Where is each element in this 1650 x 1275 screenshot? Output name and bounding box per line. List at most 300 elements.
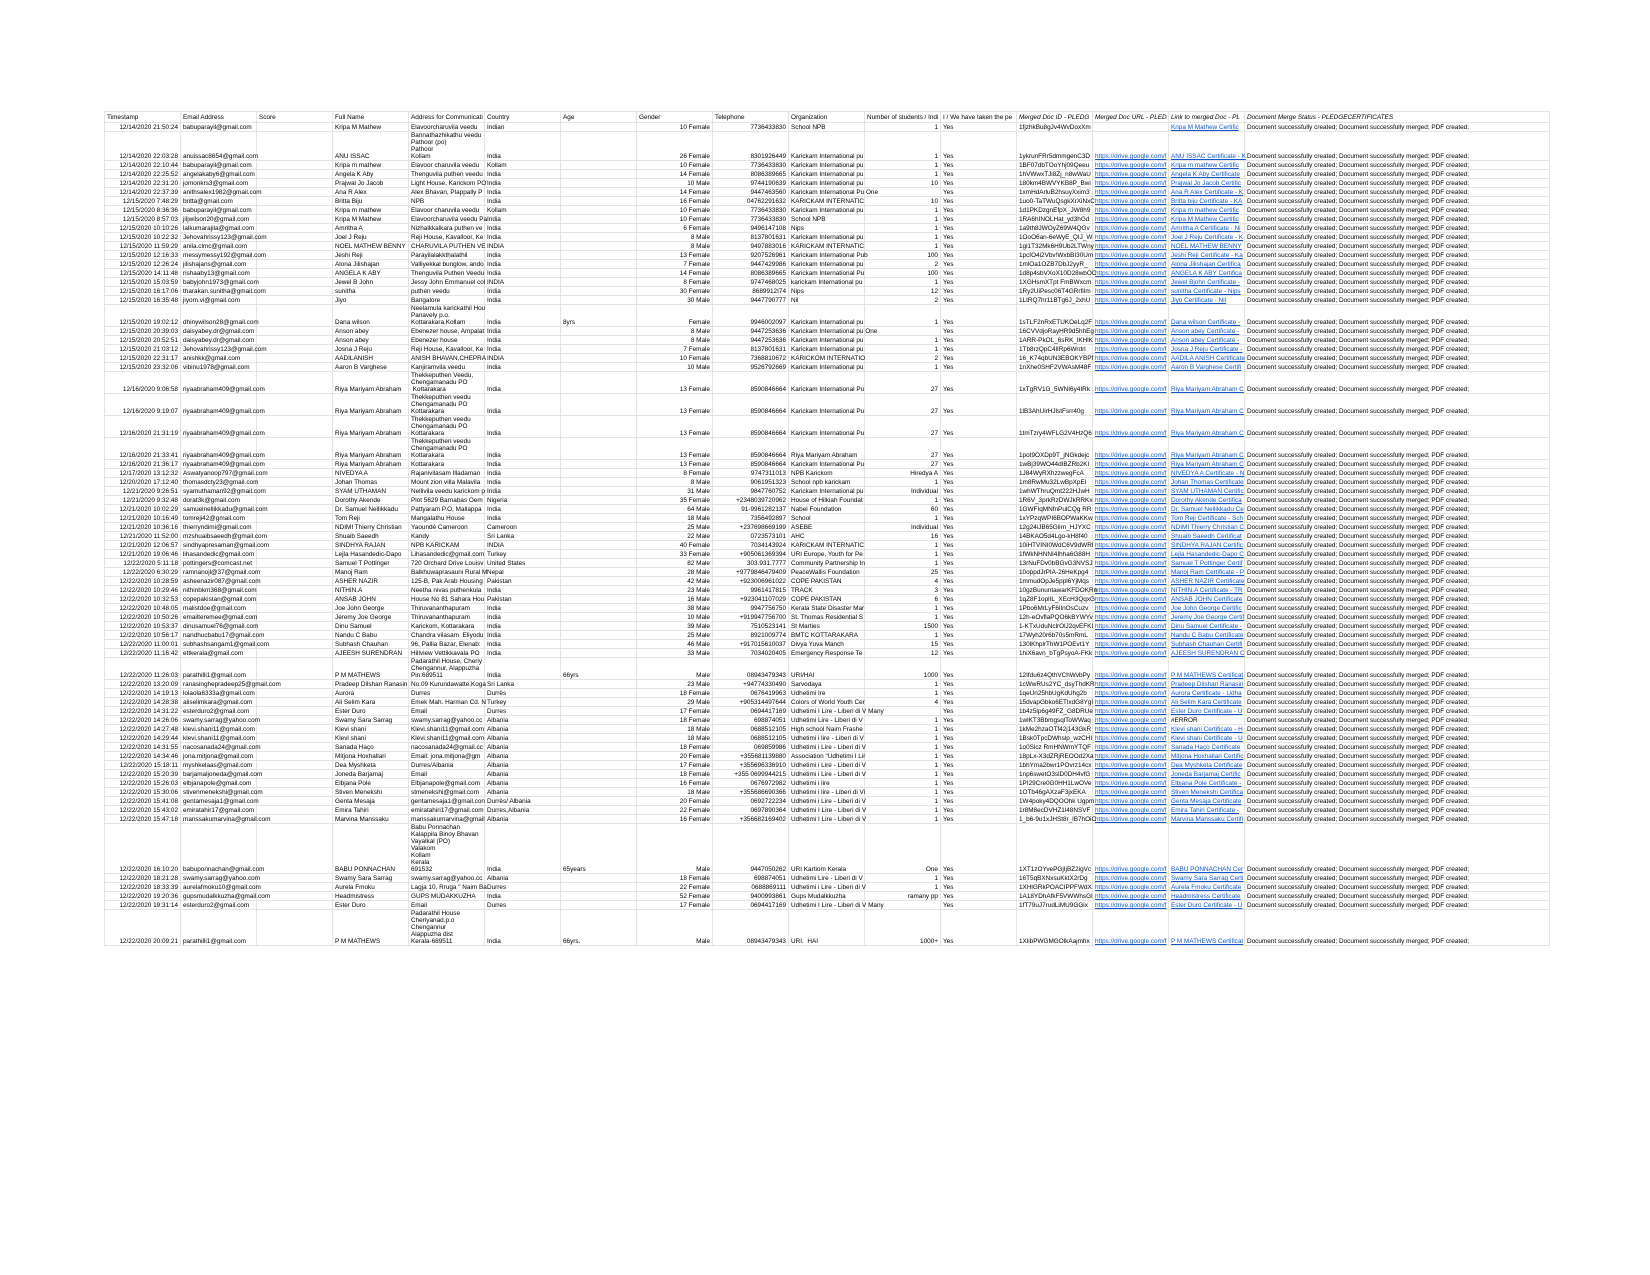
table-cell[interactable]: Anson abey Certificate -: [1169, 327, 1245, 336]
table-cell[interactable]: https://drive.google.com/f: [1093, 170, 1169, 179]
table-cell[interactable]: Joneda Barjamaj: [333, 770, 409, 779]
table-cell[interactable]: 9847760752: [713, 487, 789, 496]
table-cell[interactable]: Lejla Hasandedic-Dapo: [333, 550, 409, 559]
table-cell[interactable]: SINDHYA RAJAN: [333, 541, 409, 550]
table-cell[interactable]: [561, 559, 637, 568]
table-cell[interactable]: 10 Female: [637, 354, 713, 363]
table-cell[interactable]: Albania: [485, 752, 561, 761]
table-cell[interactable]: Individual: [865, 487, 941, 496]
table-cell[interactable]: Riya Mariyam Abraham C: [1169, 438, 1245, 460]
table-cell[interactable]: Document successfully created; Document successfully merged; PDF created;: [1245, 752, 1550, 761]
table-cell[interactable]: NOEL MATHEW BENNY: [333, 242, 409, 251]
table-cell[interactable]: Kripa m mathew: [333, 161, 409, 170]
table-cell[interactable]: 35 Female: [637, 496, 713, 505]
table-cell[interactable]: [561, 416, 637, 438]
table-cell[interactable]: 7356492897: [713, 514, 789, 523]
table-cell[interactable]: Karickam International pu: [789, 206, 865, 215]
table-cell[interactable]: 12h-eOvflaPQO6kBYWYv: [1017, 613, 1093, 622]
table-cell[interactable]: +355681139880: [713, 752, 789, 761]
table-cell[interactable]: Divya Yuva Manch: [789, 640, 865, 649]
table-cell[interactable]: ANSAB JOHN: [333, 595, 409, 604]
table-cell[interactable]: 18 Female: [637, 716, 713, 725]
table-cell[interactable]: India: [485, 197, 561, 206]
table-cell[interactable]: 27: [865, 394, 941, 416]
table-cell[interactable]: 6 Female: [637, 224, 713, 233]
table-cell[interactable]: Document successfully created; Document successfully merged; PDF created;: [1245, 797, 1550, 806]
table-cell[interactable]: 100: [865, 251, 941, 260]
table-cell[interactable]: Josna J Reju: [333, 345, 409, 354]
table-cell[interactable]: INDIA: [485, 541, 561, 550]
table-cell[interactable]: [257, 559, 333, 568]
table-cell[interactable]: [257, 305, 333, 327]
table-cell[interactable]: [561, 806, 637, 815]
table-cell[interactable]: 12/22/2020 10:28:59: [105, 577, 181, 586]
table-cell[interactable]: Document successfully created; Document successfully merged; PDF created;: [1245, 910, 1550, 946]
table-cell[interactable]: India: [485, 233, 561, 242]
table-cell[interactable]: +923041107029: [713, 595, 789, 604]
table-cell[interactable]: [561, 487, 637, 496]
table-cell[interactable]: [257, 372, 333, 394]
table-cell[interactable]: https://drive.google.com/f: [1093, 541, 1169, 550]
table-cell[interactable]: [561, 469, 637, 478]
table-cell[interactable]: 1: [865, 604, 941, 613]
table-cell[interactable]: Albania: [485, 761, 561, 770]
table-cell[interactable]: 08943479343: [713, 910, 789, 946]
table-cell[interactable]: India: [485, 305, 561, 327]
table-cell[interactable]: Kripa M Mathew Certific: [1169, 123, 1245, 132]
table-cell[interactable]: https://drive.google.com/f: [1093, 815, 1169, 824]
table-cell[interactable]: Email: [409, 770, 485, 779]
table-cell[interactable]: Durres: [485, 901, 561, 910]
table-cell[interactable]: India: [485, 460, 561, 469]
table-cell[interactable]: 1: [865, 550, 941, 559]
table-cell[interactable]: [561, 251, 637, 260]
table-cell[interactable]: [257, 287, 333, 296]
table-cell[interactable]: 8137801631: [713, 233, 789, 242]
table-cell[interactable]: 1: [865, 797, 941, 806]
table-cell[interactable]: CHARUVILA PUTHEN VE: [409, 242, 485, 251]
table-cell[interactable]: [561, 224, 637, 233]
table-cell[interactable]: Yes: [941, 478, 1017, 487]
table-cell[interactable]: [561, 170, 637, 179]
table-cell[interactable]: [561, 725, 637, 734]
table-cell[interactable]: Document successfully created; Document successfully merged; PDF created;: [1245, 541, 1550, 550]
table-cell[interactable]: 12/14/2020 22:31:20: [105, 179, 181, 188]
table-cell[interactable]: https://drive.google.com/f: [1093, 631, 1169, 640]
table-cell[interactable]: manssakumarvina@gmail.com: [181, 815, 257, 824]
table-cell[interactable]: AADILA ANISH Certificate: [1169, 354, 1245, 363]
table-cell[interactable]: https://drive.google.com/f: [1093, 586, 1169, 595]
table-cell[interactable]: 1fT79uJ7rudLiMU9GGix: [1017, 901, 1093, 910]
table-cell[interactable]: 1: [865, 206, 941, 215]
table-cell[interactable]: babuponnachan@gmail.com: [181, 824, 257, 874]
table-cell[interactable]: 1: [865, 161, 941, 170]
column-header[interactable]: Organization: [789, 112, 865, 123]
table-cell[interactable]: 0676972982: [713, 779, 789, 788]
table-cell[interactable]: Riya Mariyam Abraham: [333, 438, 409, 460]
table-cell[interactable]: [561, 631, 637, 640]
table-cell[interactable]: Anson abey Certificate -: [1169, 336, 1245, 345]
table-cell[interactable]: Document successfully created; Document successfully merged; PDF created;: [1245, 874, 1550, 883]
table-cell[interactable]: karickam International pu: [789, 278, 865, 287]
table-cell[interactable]: Shuaib Saeedh: [333, 532, 409, 541]
table-cell[interactable]: Jeshi Reji Certificate - Ka: [1169, 251, 1245, 260]
table-cell[interactable]: Yes: [941, 336, 1017, 345]
table-cell[interactable]: Document successfully created; Document successfully merged; PDF created;: [1245, 622, 1550, 631]
table-cell[interactable]: Document successfully created; Document successfully merged; PDF created;: [1245, 394, 1550, 416]
table-cell[interactable]: 9747468025: [713, 278, 789, 287]
table-cell[interactable]: Nips: [789, 287, 865, 296]
table-cell[interactable]: Albania: [485, 743, 561, 752]
table-cell[interactable]: NOEL MATHEW BENNY: [1169, 242, 1245, 251]
table-cell[interactable]: [561, 278, 637, 287]
table-cell[interactable]: esterduro2@gmail.com: [181, 707, 257, 716]
table-cell[interactable]: 1nXhe0SHF2VWAsM48F: [1017, 363, 1093, 372]
table-cell[interactable]: https://drive.google.com/f: [1093, 532, 1169, 541]
table-cell[interactable]: 9447253636: [713, 327, 789, 336]
table-cell[interactable]: 1o0Slcz RmHNWmYTQF: [1017, 743, 1093, 752]
table-cell[interactable]: riyaabraham409@gmail.com: [181, 394, 257, 416]
table-cell[interactable]: 1: [865, 716, 941, 725]
table-cell[interactable]: Lihasandedic@gmail.com: [409, 550, 485, 559]
table-cell[interactable]: [257, 631, 333, 640]
table-cell[interactable]: angelakaby6@gmail.com: [181, 170, 257, 179]
table-cell[interactable]: [561, 568, 637, 577]
table-cell[interactable]: ANSAB JOHN Certificate: [1169, 595, 1245, 604]
table-cell[interactable]: 12/16/2020 9:19:07: [105, 394, 181, 416]
table-cell[interactable]: [257, 233, 333, 242]
table-cell[interactable]: 0676419963: [713, 689, 789, 698]
table-cell[interactable]: 1: [865, 514, 941, 523]
table-cell[interactable]: [257, 532, 333, 541]
table-cell[interactable]: 1a9th8JWOyZ69W4QGv: [1017, 224, 1093, 233]
table-cell[interactable]: [257, 707, 333, 716]
table-cell[interactable]: https://drive.google.com/f: [1093, 613, 1169, 622]
table-cell[interactable]: 9744190639: [713, 179, 789, 188]
table-cell[interactable]: Riya Mariyam Abraham C: [1169, 394, 1245, 416]
table-cell[interactable]: 22 Female: [637, 883, 713, 892]
table-cell[interactable]: 1XT1zOYvePGjIjBZ2igVc: [1017, 824, 1093, 874]
table-cell[interactable]: [561, 505, 637, 514]
table-cell[interactable]: 9961417815: [713, 586, 789, 595]
table-cell[interactable]: Genta Mesaja: [333, 797, 409, 806]
table-cell[interactable]: Karickam International pu One: [789, 327, 865, 336]
table-cell[interactable]: 1: [865, 743, 941, 752]
table-cell[interactable]: Yes: [941, 416, 1017, 438]
table-cell[interactable]: 12/15/2020 19:02:12: [105, 305, 181, 327]
table-cell[interactable]: 10gzBununtawarKFDOKRn: [1017, 586, 1093, 595]
table-cell[interactable]: 8590846664: [713, 438, 789, 460]
table-cell[interactable]: Manoj Ram: [333, 568, 409, 577]
table-cell[interactable]: [561, 649, 637, 658]
table-cell[interactable]: 1xTgRV1G_5WNI6y4IRk: [1017, 372, 1093, 394]
table-cell[interactable]: [257, 269, 333, 278]
table-cell[interactable]: Document successfully created; Document successfully merged; PDF created;: [1245, 604, 1550, 613]
table-cell[interactable]: 1: [865, 305, 941, 327]
table-cell[interactable]: +355696336910: [713, 761, 789, 770]
table-cell[interactable]: Jiyo Certificate - Nil: [1169, 296, 1245, 305]
table-cell[interactable]: Document successfully created; Document successfully merged; PDF created;: [1245, 179, 1550, 188]
table-cell[interactable]: 7736433830: [713, 206, 789, 215]
table-cell[interactable]: 18 Female: [637, 743, 713, 752]
table-cell[interactable]: Ali Selim Kara Certificate: [1169, 698, 1245, 707]
table-cell[interactable]: Riya Mariyam Abraham: [333, 460, 409, 469]
table-cell[interactable]: NPB KARICKAM: [409, 541, 485, 550]
table-cell[interactable]: 1: [865, 541, 941, 550]
table-cell[interactable]: 96, Pallia Bazar, Elenab:: [409, 640, 485, 649]
column-header[interactable]: Score: [257, 112, 333, 123]
table-cell[interactable]: COPE PAKISTAN: [789, 577, 865, 586]
column-header[interactable]: Email Address: [181, 112, 257, 123]
table-cell[interactable]: [257, 197, 333, 206]
table-cell[interactable]: https://drive.google.com/f: [1093, 698, 1169, 707]
table-cell[interactable]: P M MATHEWS: [333, 658, 409, 680]
table-cell[interactable]: India: [485, 649, 561, 658]
table-cell[interactable]: 12/22/2020 16:10:20: [105, 824, 181, 874]
table-cell[interactable]: Hillview Vettikkavala PO: [409, 649, 485, 658]
table-cell[interactable]: [561, 550, 637, 559]
table-cell[interactable]: 42 Male: [637, 577, 713, 586]
table-cell[interactable]: Mount zion villa Malavila: [409, 478, 485, 487]
table-cell[interactable]: Document successfully created; Document successfully merged; PDF created;: [1245, 123, 1550, 132]
table-cell[interactable]: Cameroon: [485, 523, 561, 532]
table-cell[interactable]: 12/22/2020 11:16:42: [105, 649, 181, 658]
table-cell[interactable]: Karickam International pu: [789, 179, 865, 188]
table-cell[interactable]: SINDHYA RAJAN Certific: [1169, 541, 1245, 550]
table-cell[interactable]: Karickam International pu: [789, 170, 865, 179]
table-cell[interactable]: Document successfully created; Document successfully merged; PDF created;: [1245, 505, 1550, 514]
table-cell[interactable]: 1Tb8rzQpC4lIRp6Wrdrl: [1017, 345, 1093, 354]
table-cell[interactable]: Yes: [941, 595, 1017, 604]
table-cell[interactable]: India: [485, 487, 561, 496]
table-cell[interactable]: 27: [865, 438, 941, 460]
table-cell[interactable]: Dea Myshketa: [333, 761, 409, 770]
table-cell[interactable]: 25 Male: [637, 523, 713, 532]
table-cell[interactable]: Document successfully created; Document successfully merged; PDF created;: [1245, 892, 1550, 901]
table-cell[interactable]: 16 Female: [637, 197, 713, 206]
table-cell[interactable]: Yes: [941, 577, 1017, 586]
table-cell[interactable]: Yes: [941, 707, 1017, 716]
table-cell[interactable]: 1: [865, 224, 941, 233]
table-cell[interactable]: 30 Female: [637, 287, 713, 296]
table-cell[interactable]: [561, 496, 637, 505]
table-cell[interactable]: +919947756700: [713, 613, 789, 622]
table-cell[interactable]: swamy.sarrag@yahoo.cc: [409, 716, 485, 725]
table-cell[interactable]: Document successfully created; Document successfully merged; PDF created;: [1245, 188, 1550, 197]
table-cell[interactable]: https://drive.google.com/f: [1093, 514, 1169, 523]
table-cell[interactable]: [257, 438, 333, 460]
table-cell[interactable]: https://drive.google.com/f: [1093, 622, 1169, 631]
table-cell[interactable]: Dana wilson Certificate -: [1169, 305, 1245, 327]
table-cell[interactable]: India: [485, 438, 561, 460]
table-cell[interactable]: 0688512105: [713, 734, 789, 743]
table-cell[interactable]: 18 Female: [637, 689, 713, 698]
table-cell[interactable]: 12/22/2020 14:29:44: [105, 734, 181, 743]
table-cell[interactable]: India: [485, 188, 561, 197]
table-cell[interactable]: Udhetimi I Lire - Liberi di V: [789, 815, 865, 824]
table-cell[interactable]: 12/15/2020 8:36:36: [105, 206, 181, 215]
table-cell[interactable]: 12/22/2020 10:53:37: [105, 622, 181, 631]
table-cell[interactable]: Document successfully created; Document successfully merged; PDF created;: [1245, 649, 1550, 658]
table-cell[interactable]: Document successfully created; Document successfully merged; PDF created;: [1245, 680, 1550, 689]
table-cell[interactable]: 39 Male: [637, 622, 713, 631]
table-cell[interactable]: Dr. Samuel Nellikkadu: [333, 505, 409, 514]
table-cell[interactable]: Udhetimi I Lire - Liberi di V Many: [789, 707, 865, 716]
table-cell[interactable]: Jiyo: [333, 296, 409, 305]
table-cell[interactable]: 7 Female: [637, 260, 713, 269]
table-cell[interactable]: 18 Male: [637, 788, 713, 797]
table-cell[interactable]: Dana wilson: [333, 305, 409, 327]
table-cell[interactable]: Josna J Reju Certificate -: [1169, 345, 1245, 354]
table-cell[interactable]: Riya Mariyam Abraham C: [1169, 460, 1245, 469]
table-cell[interactable]: 1: [865, 806, 941, 815]
table-cell[interactable]: Riya Mariyam Abraham C: [1169, 372, 1245, 394]
table-cell[interactable]: 1mmudOpJe5ppl6YjMqs: [1017, 577, 1093, 586]
table-cell[interactable]: 18pLx-X3dZRjREOOd2Xa: [1017, 752, 1093, 761]
table-cell[interactable]: 10 Female: [637, 215, 713, 224]
table-cell[interactable]: Turkey: [485, 698, 561, 707]
table-cell[interactable]: SYAM UTHAMAN Certific: [1169, 487, 1245, 496]
table-cell[interactable]: India: [485, 622, 561, 631]
table-cell[interactable]: 12/22/2020 14:27:48: [105, 725, 181, 734]
table-cell[interactable]: Nizhalkkalkara puthen ve: [409, 224, 485, 233]
table-cell[interactable]: Joe John George Certific: [1169, 604, 1245, 613]
table-cell[interactable]: 1kMe2hzaOTf42j143GkR: [1017, 725, 1093, 734]
table-cell[interactable]: Durres: [485, 883, 561, 892]
table-cell[interactable]: 29 Male: [637, 698, 713, 707]
table-cell[interactable]: BABU PONNACHAN Cer: [1169, 824, 1245, 874]
table-cell[interactable]: India: [485, 215, 561, 224]
table-cell[interactable]: Document successfully created; Document successfully merged; PDF created;: [1245, 883, 1550, 892]
table-cell[interactable]: Tom Reji Certificate - Sch: [1169, 514, 1245, 523]
table-cell[interactable]: barjamaljoneda@gmail.com: [181, 770, 257, 779]
table-cell[interactable]: Male: [637, 910, 713, 946]
table-cell[interactable]: Karickom, Kottarakara: [409, 622, 485, 631]
table-cell[interactable]: [257, 698, 333, 707]
table-cell[interactable]: 16 Male: [637, 595, 713, 604]
table-cell[interactable]: 18 Male: [637, 725, 713, 734]
table-cell[interactable]: 66yrs.: [561, 910, 637, 946]
table-cell[interactable]: P M MATHEWS: [333, 910, 409, 946]
table-cell[interactable]: Ana R Alex: [333, 188, 409, 197]
table-cell[interactable]: 1LtRQ7hr11BTg6J_2xhU: [1017, 296, 1093, 305]
table-cell[interactable]: ramany pp: [865, 892, 941, 901]
table-cell[interactable]: Durres/Albania: [409, 761, 485, 770]
table-cell[interactable]: Kottarakara: [409, 460, 485, 469]
table-cell[interactable]: [257, 752, 333, 761]
table-cell[interactable]: Yes: [941, 734, 1017, 743]
table-cell[interactable]: Dinu Samuel: [333, 622, 409, 631]
table-cell[interactable]: 14 Female: [637, 188, 713, 197]
table-cell[interactable]: Riya Mariyam Abraham: [333, 394, 409, 416]
table-cell[interactable]: anithsalex1982@gmail.com: [181, 188, 257, 197]
table-cell[interactable]: https://drive.google.com/f: [1093, 336, 1169, 345]
table-cell[interactable]: nandhucbabu17@gmail.com: [181, 631, 257, 640]
table-cell[interactable]: Yes: [941, 874, 1017, 883]
table-cell[interactable]: https://drive.google.com/f: [1093, 658, 1169, 680]
table-cell[interactable]: 8 Male: [637, 327, 713, 336]
table-cell[interactable]: copepakistan@gmail.com: [181, 595, 257, 604]
table-cell[interactable]: 30 Male: [637, 296, 713, 305]
table-cell[interactable]: 180km4BWVYKB8P_Bwi: [1017, 179, 1093, 188]
table-cell[interactable]: lihasandedic@gmail.com: [181, 550, 257, 559]
table-cell[interactable]: St Marties: [789, 622, 865, 631]
table-cell[interactable]: https://drive.google.com/f: [1093, 496, 1169, 505]
table-cell[interactable]: [561, 327, 637, 336]
table-cell[interactable]: 12/22/2020 14:31:55: [105, 743, 181, 752]
table-cell[interactable]: Elbjana Pole: [333, 779, 409, 788]
table-cell[interactable]: Pakistan: [485, 595, 561, 604]
table-cell[interactable]: babyjohn1973@gmail.com: [181, 278, 257, 287]
table-cell[interactable]: 13rNuFDv0bBGvG3NVSJ: [1017, 559, 1093, 568]
table-cell[interactable]: https://drive.google.com/f: [1093, 206, 1169, 215]
table-cell[interactable]: samuelnellikkadu@gmail.com: [181, 505, 257, 514]
table-cell[interactable]: Document successfully created; Document successfully merged; PDF created;: [1245, 416, 1550, 438]
table-cell[interactable]: 698874051: [713, 716, 789, 725]
table-cell[interactable]: Document successfully created; Document successfully merged; PDF created;: [1245, 577, 1550, 586]
table-cell[interactable]: thomasdcty23@gmail.com: [181, 478, 257, 487]
table-cell[interactable]: stmenekshi@gmail.com: [409, 788, 485, 797]
table-cell[interactable]: 8590846664: [713, 460, 789, 469]
table-cell[interactable]: Emira Tahiri: [333, 806, 409, 815]
table-cell[interactable]: Elavoorcharuvila veedu: [409, 123, 485, 132]
table-cell[interactable]: Yes: [941, 698, 1017, 707]
table-cell[interactable]: https://drive.google.com/f: [1093, 874, 1169, 883]
table-cell[interactable]: 1OoO6an-6eWyE_QIJ_W: [1017, 233, 1093, 242]
table-cell[interactable]: [257, 716, 333, 725]
table-cell[interactable]: Thekkeputhen veedu Chengamanadu PO Kottarakara: [409, 394, 485, 416]
table-cell[interactable]: +917015610037: [713, 640, 789, 649]
table-cell[interactable]: https://drive.google.com/f: [1093, 233, 1169, 242]
table-cell[interactable]: 31 Male: [637, 487, 713, 496]
table-cell[interactable]: Jeremy Joe George Certif: [1169, 613, 1245, 622]
table-cell[interactable]: https://drive.google.com/f: [1093, 910, 1169, 946]
table-cell[interactable]: riyaabraham409@gmail.com: [181, 372, 257, 394]
table-cell[interactable]: [257, 206, 333, 215]
table-cell[interactable]: 303.931.7777: [713, 559, 789, 568]
table-cell[interactable]: [257, 478, 333, 487]
table-cell[interactable]: 7510523141: [713, 622, 789, 631]
table-cell[interactable]: Albania: [485, 815, 561, 824]
table-cell[interactable]: Albania: [485, 734, 561, 743]
table-cell[interactable]: India: [485, 892, 561, 901]
table-cell[interactable]: 91-9961282137: [713, 505, 789, 514]
table-cell[interactable]: Udhetimi i Lire - Liberi di V: [789, 761, 865, 770]
table-cell[interactable]: Document successfully created; Document successfully merged; PDF created;: [1245, 438, 1550, 460]
table-cell[interactable]: 15dvapGbko6ETlxdG8Ygl: [1017, 698, 1093, 707]
table-cell[interactable]: 1XGHsmXTpt FmBWxcm: [1017, 278, 1093, 287]
table-cell[interactable]: https://drive.google.com/f: [1093, 604, 1169, 613]
table-cell[interactable]: AHC: [789, 532, 865, 541]
table-cell[interactable]: lalkumarajila@gmail.com: [181, 224, 257, 233]
table-cell[interactable]: anila.clmc@gmail.com: [181, 242, 257, 251]
table-cell[interactable]: 12/22/2020 15:30:06: [105, 788, 181, 797]
table-cell[interactable]: 1: [865, 345, 941, 354]
table-cell[interactable]: Reji House, Kavalloor, Ke: [409, 345, 485, 354]
table-cell[interactable]: Kollam: [485, 206, 561, 215]
table-cell[interactable]: Yes: [941, 514, 1017, 523]
table-cell[interactable]: Udhetimi i Lire - Liberi di V: [789, 797, 865, 806]
table-cell[interactable]: 8 Male: [637, 242, 713, 251]
table-cell[interactable]: Yes: [941, 269, 1017, 278]
table-cell[interactable]: Reji House, Kavalloor, Ke: [409, 233, 485, 242]
table-cell[interactable]: Turkey: [485, 550, 561, 559]
table-cell[interactable]: Yes: [941, 188, 1017, 197]
table-cell[interactable]: [561, 689, 637, 698]
table-cell[interactable]: 12/15/2020 23:32:06: [105, 363, 181, 372]
table-cell[interactable]: gupsmudalkkuzha@gmail.com: [181, 892, 257, 901]
table-cell[interactable]: India: [485, 469, 561, 478]
